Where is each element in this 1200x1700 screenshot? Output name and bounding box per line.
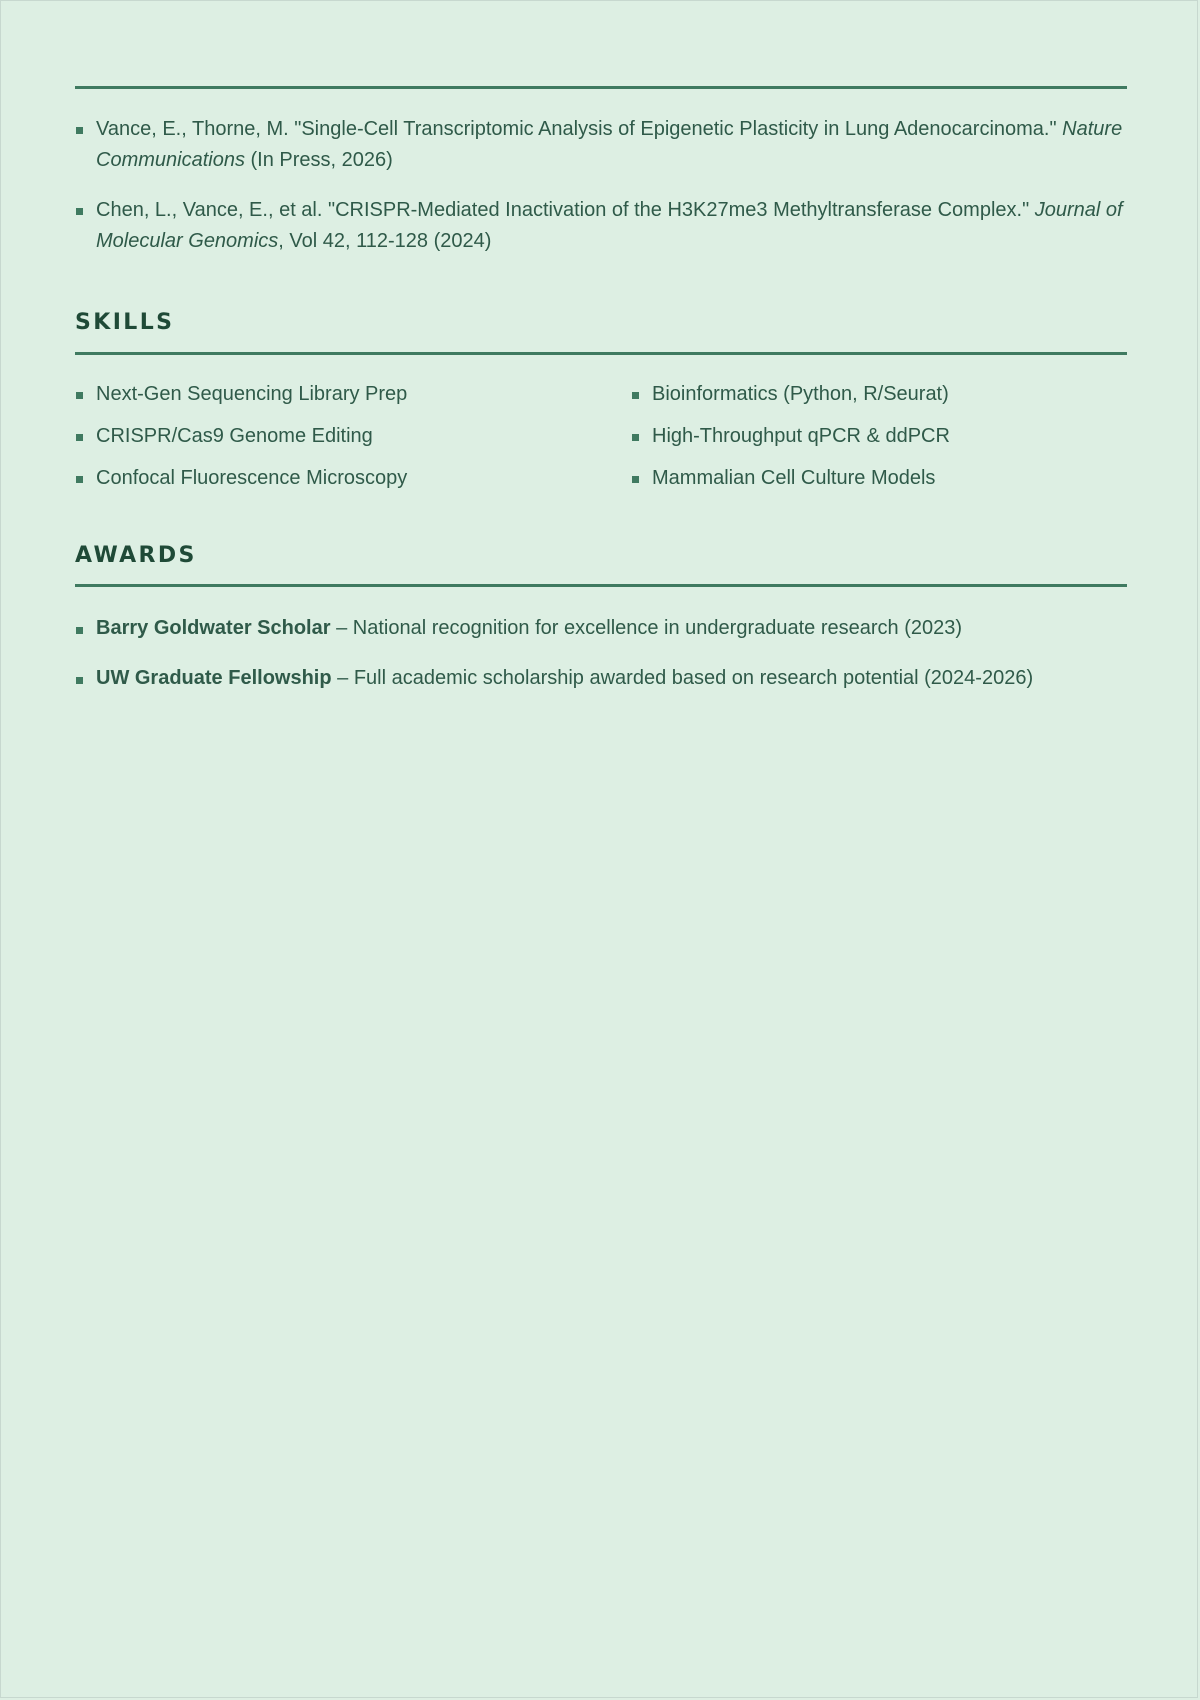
publication-item [75, 195, 1127, 257]
awards-list [75, 613, 1127, 694]
award-description: – National recognition for excellence in undergraduate research (2023) [330, 617, 963, 639]
publication-citation: Vance, E., Thorne, M. "Single-Cell Transcriptomic Analysis of Epigenetic Plasticity in Lung Adenocarcinoma." [96, 118, 1063, 140]
square-bullet-icon [76, 392, 83, 399]
award-name: UW Graduate Fellowship [96, 667, 332, 689]
publication-item [75, 114, 1127, 176]
awards-heading: AWARDS [75, 543, 197, 568]
award-item [75, 613, 1127, 644]
skill-label: CRISPR/Cas9 Genome Editing [96, 425, 373, 447]
award-name: Barry Goldwater Scholar [96, 617, 331, 639]
skill-item [631, 463, 1127, 494]
skill-label: Mammalian Cell Culture Models [652, 467, 936, 489]
skill-item [75, 379, 631, 410]
publications-list [75, 114, 1127, 257]
publication-journal: Journal of Molecular Genomics [96, 199, 1123, 252]
awards-divider [75, 584, 1127, 587]
skill-item [75, 463, 631, 494]
publication-details: , Vol 42, 112-128 (2024) [278, 230, 492, 252]
square-bullet-icon [76, 434, 83, 441]
skill-item [75, 421, 631, 452]
publications-divider [75, 86, 1127, 89]
skills-divider [75, 352, 1127, 355]
square-bullet-icon [632, 434, 639, 441]
award-item [75, 663, 1127, 694]
square-bullet-icon [76, 677, 83, 684]
skill-item [631, 379, 1127, 410]
square-bullet-icon [632, 392, 639, 399]
square-bullet-icon [76, 208, 83, 215]
skills-heading: SKILLS [75, 310, 175, 335]
square-bullet-icon [632, 476, 639, 483]
publication-journal: Nature Communications [96, 118, 1123, 171]
publication-details: (In Press, 2026) [244, 149, 393, 171]
publication-citation: Chen, L., Vance, E., et al. "CRISPR-Mediated Inactivation of the H3K27me3 Methyltransferase Complex." [96, 199, 1035, 221]
square-bullet-icon [76, 627, 83, 634]
resume-content [75, 1, 1127, 713]
skill-label: Next-Gen Sequencing Library Prep [96, 383, 408, 405]
skill-label: Confocal Fluorescence Microscopy [96, 467, 408, 489]
square-bullet-icon [76, 476, 83, 483]
skill-label: High-Throughput qPCR & ddPCR [652, 425, 950, 447]
square-bullet-icon [76, 127, 83, 134]
skills-list [75, 379, 1127, 494]
skill-item [631, 421, 1127, 452]
award-description: – Full academic scholarship awarded based on research potential (2024-2026) [331, 667, 1034, 689]
skill-label: Bioinformatics (Python, R/Seurat) [652, 383, 949, 405]
